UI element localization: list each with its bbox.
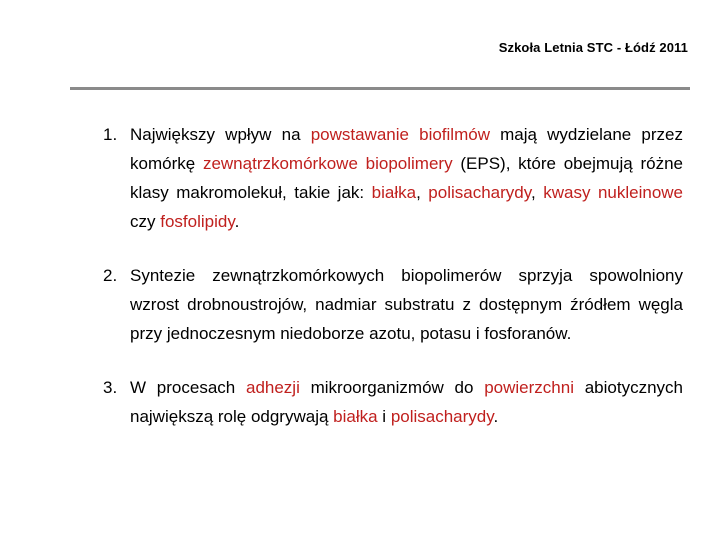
numbered-list xyxy=(103,120,683,456)
highlighted-term: kwasy nukleinowe xyxy=(543,183,684,202)
text-segment: W procesach xyxy=(130,378,246,397)
text-segment: abiotycznych największą rolę odgrywają xyxy=(130,378,684,426)
text-segment: . xyxy=(234,212,240,231)
highlighted-term: polisacharydy xyxy=(428,183,531,202)
slide-header: Szkoła Letnia STC - Łódź 2011 xyxy=(498,40,688,55)
highlighted-term: polisacharydy xyxy=(390,407,494,426)
highlighted-term: powstawanie biofilmów xyxy=(310,125,490,144)
text-segment: mikroorganizmów do xyxy=(299,378,485,397)
list-item-number: 3. xyxy=(103,378,118,397)
highlighted-term: fosfolipidy xyxy=(160,212,235,231)
text-segment: i xyxy=(377,407,391,426)
text-segment: Syntezie zewnątrzkomórkowych biopolimerów sprzyja spowolniony wzrost drobnoustrojów, nadmiar substratu z dostępnym źródłem węgla przy jednoczesnym niedoborze azotu, potasu i fosforanów. xyxy=(130,266,683,343)
list-item-text xyxy=(130,120,683,236)
list-item-number: 2. xyxy=(103,266,118,285)
text-segment: czy xyxy=(130,212,161,231)
text-segment: (EPS), które obejmują różne klasy makromolekuł, takie jak: xyxy=(130,154,684,202)
highlighted-term: białka xyxy=(333,407,378,426)
text-segment: , xyxy=(530,183,544,202)
highlighted-term: powierzchni xyxy=(484,378,574,397)
highlighted-term: adhezji xyxy=(245,378,300,397)
list-item-text xyxy=(130,261,683,348)
text-segment: Największy wpływ na xyxy=(130,125,311,144)
list-item-text xyxy=(130,373,683,431)
list-item xyxy=(103,373,683,431)
list-item xyxy=(103,120,683,236)
text-segment: . xyxy=(493,407,499,426)
list-item-number: 1. xyxy=(103,125,118,144)
list-item xyxy=(103,261,683,348)
text-segment: , xyxy=(416,183,429,202)
highlighted-term: białka xyxy=(371,183,417,202)
header-divider xyxy=(70,87,690,90)
highlighted-term: zewnątrzkomórkowe biopolimery xyxy=(202,154,453,173)
text-segment: mają wydzielane przez komórkę xyxy=(130,125,683,173)
